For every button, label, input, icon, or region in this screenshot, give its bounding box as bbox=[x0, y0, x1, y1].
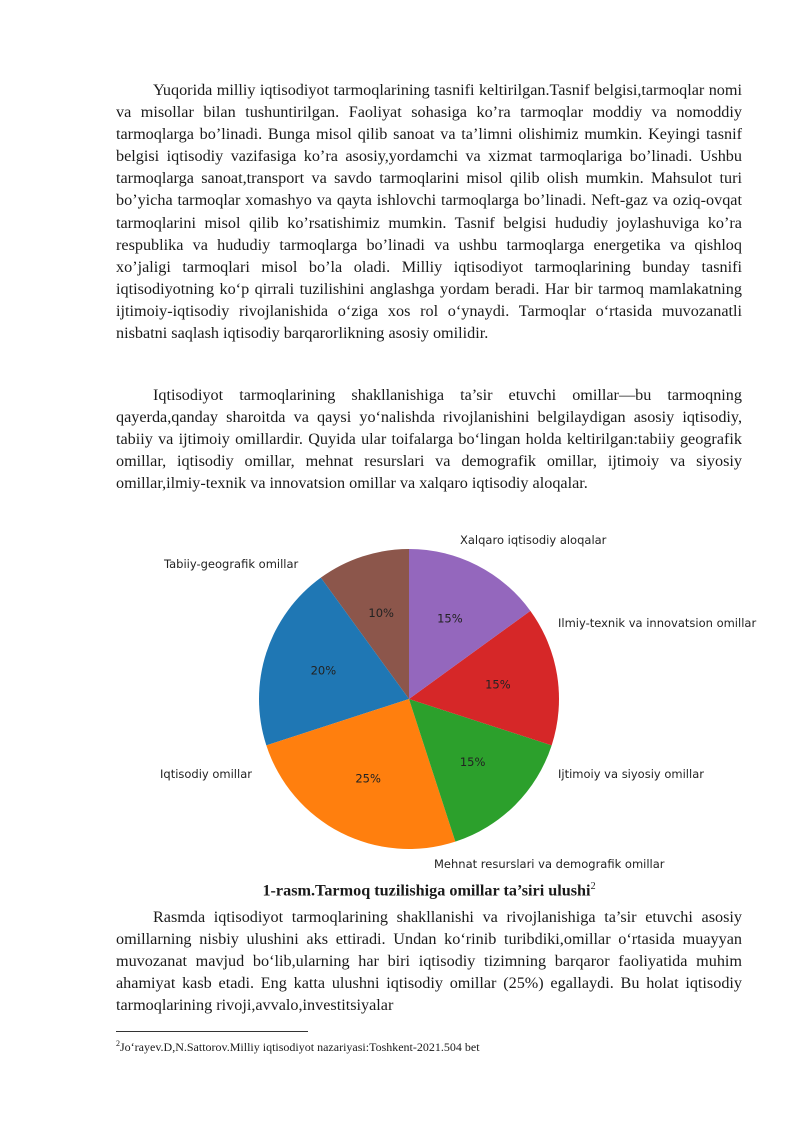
paragraph-classification: Yuqorida milliy iqtisodiyot tarmoqlarining tasnifi keltirilgan.Tasnif belgisi,tarmoqlar nomi va misollar bilan tushuntirilgan. Faoliyat sohasiga ko’ra tarmoqlar moddiy va nomoddiy tarmoqlarga bo’linadi. Bunga misol qilib sanoat va ta’limni olishimiz mumkin. Keyingi tasnif belgisi iqtisodiy vazifasiga ko’ra asosiy,yordamchi va xizmat tarmoqlariga bo’linadi. Ushbu tarmoqlarga sanoat,transport va savdo tarmoqlarini misol qilib olish mumkin. Mahsulot turi bo’yicha tarmoqlar xomashyo va qayta ishlovchi tarmoqlarga bo’linadi. Neft-gaz va oziq-ovqat tarmoqlarini misol qilib ko’rsatishimiz mumkin. Tasnif belgisi hududiy joylashuviga ko’ra respublika va hududiy tarmoqlarga bo’linadi va ushbu tarmoqlarga energetika va qishloq xo’jaligi tarmoqlari misol bo’la oladi. Milliy iqtisodiyot tarmoqlarining bunday tasnifi iqtisodiyotning ko‘p qirrali tuzilishini anglashga yordam beradi. Har bir tarmoq mamlakatning ijtimoiy-iqtisodiy rivojlanishida o‘ziga xos rol o‘ynaydi. Tarmoqlar o‘rtasida muvozanatli nisbatni saqlash iqtisodiy barqarorlikning asosiy omilidir. bbox=[116, 81, 742, 343]
pie-pct-label-ijtimoiy-va-siyosiy-omillar: 15% bbox=[485, 677, 511, 692]
pie-pct-label-ilmiy-texnik-va-innovatsion-omillar: 15% bbox=[437, 611, 463, 626]
pie-pct-label-iqtisodiy-omillar: 25% bbox=[355, 771, 381, 786]
footnote-text: Jo‘rayev.D,N.Sattorov.Milliy iqtisodiyot nazariyasi:Toshkent-2021.504 bet bbox=[120, 1040, 480, 1054]
pie-category-label-ijtimoiy-va-siyosiy-omillar: Ijtimoiy va siyosiy omillar bbox=[558, 767, 704, 781]
footnote bbox=[116, 1039, 742, 1055]
pie-category-label-xalqaro-iqtisodiy-aloqalar: Xalqaro iqtisodiy aloqalar bbox=[460, 533, 607, 547]
figure-caption bbox=[116, 881, 742, 900]
pie-pct-label-tabiiy-geografik-omillar: 20% bbox=[310, 663, 337, 678]
pie-category-label-mehnat-resurslari-va-demografik-omillar: Mehnat resurslari va demografik omillar bbox=[434, 857, 665, 871]
pie-chart-figure bbox=[150, 528, 780, 876]
caption-text: 1-rasm.Tarmoq tuzilishiga omillar ta’siri ulushi bbox=[262, 881, 591, 900]
pie-category-label-tabiiy-geografik-omillar: Tabiiy-geografik omillar bbox=[164, 557, 299, 571]
paragraph-factors: Iqtisodiyot tarmoqlarining shakllanishiga ta’sir etuvchi omillar—bu tarmoqning qayerda,qanday sharoitda va qaysi yo‘nalishda rivojlanishini belgilaydigan asosiy iqtisodiy, tabiiy va ijtimoiy omillardir. Quyida ular toifalarga bo‘lingan holda keltirilgan:tabiiy geografik omillar, iqtisodiy omillar, mehnat resurslari va demografik omillar, ijtimoiy va siyosiy omillar,ilmiy-texnik va innovatsion omillar va xalqaro iqtisodiy aloqalar. bbox=[116, 386, 742, 493]
pie-chart bbox=[150, 528, 780, 876]
caption-footnote-mark: 2 bbox=[590, 881, 596, 892]
pie-pct-label-xalqaro-iqtisodiy-aloqalar: 10% bbox=[368, 605, 394, 620]
pie-pct-label-mehnat-resurslari-va-demografik-omillar: 15% bbox=[459, 755, 486, 770]
paragraph-analysis: Rasmda iqtisodiyot tarmoqlarining shakllanishi va rivojlanishiga ta’sir etuvchi asosiy omillarning nisbiy ulushini aks ettiradi. Undan ko‘rinib turibdiki,omillar o‘rtasida muayyan muvozanat mavjud bo‘lib,ularning har biri iqtisodiy tizimning barqaror faoliyatida muhim ahamiyat kasb etadi. Eng katta ulushni iqtisodiy omillar (25%) egallaydi. Bu holat iqtisodiy tarmoqlarining rivoji,avvalo,investitsiyalar bbox=[116, 908, 742, 1015]
footnote-mark: 2 bbox=[116, 1039, 120, 1048]
pie-category-label-iqtisodiy-omillar: Iqtisodiy omillar bbox=[160, 767, 252, 781]
pie-category-label-ilmiy-texnik-va-innovatsion-omillar: Ilmiy-texnik va innovatsion omillar bbox=[558, 616, 757, 630]
footnote-divider bbox=[116, 1031, 308, 1032]
